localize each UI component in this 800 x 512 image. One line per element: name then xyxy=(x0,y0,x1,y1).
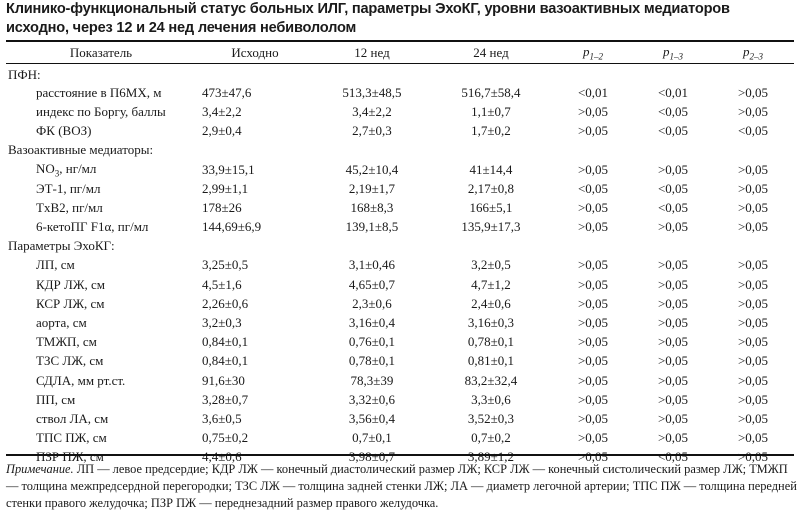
cell-p-1-2: <0,01 xyxy=(577,84,609,100)
cell-p-2-3: >0,05 xyxy=(737,199,769,215)
p-subscript: 2–3 xyxy=(749,51,763,62)
cell-p-2-3: >0,05 xyxy=(737,410,769,426)
row-indicator: ЭТ-1, пг/мл xyxy=(36,180,101,196)
cell-p-1-2: >0,05 xyxy=(577,295,609,311)
row-indicator: ПЗР ПЖ, см xyxy=(36,449,104,465)
row-indicator: ПП, см xyxy=(36,391,76,407)
indicator-name: NO xyxy=(36,160,55,176)
table-row xyxy=(6,198,794,217)
cell-baseline: 0,84±0,1 xyxy=(202,353,249,369)
cell-p-1-2: >0,05 xyxy=(577,430,609,446)
cell-baseline: 3,28±0,7 xyxy=(202,391,249,407)
cell-p-2-3: >0,05 xyxy=(737,334,769,350)
cell-baseline: 33,9±15,1 xyxy=(202,161,255,177)
row-indicator: TxB2, пг/мл xyxy=(36,199,103,215)
cell-p-1-2: >0,05 xyxy=(577,103,609,119)
section-row xyxy=(6,64,794,83)
bottom-rule xyxy=(6,454,794,456)
cell-baseline: 178±26 xyxy=(202,199,242,215)
table-title: Клинико-функциональный статус больных ИЛГ, параметры ЭхоКГ, уровни вазоактивных медиаторов исходно, через 12 и 24 нед лечения небивололом xyxy=(6,1,730,36)
cell-12-weeks: 78,3±39 xyxy=(350,372,394,388)
table-row xyxy=(6,352,794,371)
cell-24-weeks: 0,81±0,1 xyxy=(467,353,515,369)
cell-p-1-2: >0,05 xyxy=(577,219,609,235)
cell-p-1-3: >0,05 xyxy=(657,219,689,235)
table-body xyxy=(6,64,794,467)
cell-p-2-3: >0,05 xyxy=(737,372,769,388)
p-symbol: p xyxy=(583,44,590,60)
footnote xyxy=(6,461,798,512)
cell-p-1-3: <0,05 xyxy=(657,449,689,465)
cell-p-1-3: <0,05 xyxy=(657,123,689,139)
cell-24-weeks: 3,52±0,3 xyxy=(467,410,515,426)
cell-24-weeks: 3,89±1,2 xyxy=(467,449,515,465)
cell-p-1-2: >0,05 xyxy=(577,123,609,139)
header-12-weeks: 12 нед xyxy=(354,45,390,60)
cell-12-weeks: 3,56±0,4 xyxy=(348,410,396,426)
row-indicator: СДЛА, мм рт.ст. xyxy=(36,372,126,388)
cell-p-1-3: >0,05 xyxy=(657,353,689,369)
section-label: Вазоактивные медиаторы: xyxy=(8,142,154,158)
cell-12-weeks: 139,1±8,5 xyxy=(345,219,399,235)
header-p-1-3 xyxy=(634,42,712,64)
cell-baseline: 4,4±0,6 xyxy=(202,449,242,465)
table-row xyxy=(6,218,794,237)
cell-p-1-2: >0,05 xyxy=(577,391,609,407)
cell-12-weeks: 168±8,3 xyxy=(350,199,394,215)
cell-24-weeks: 135,9±17,3 xyxy=(461,219,521,235)
cell-24-weeks: 83,2±32,4 xyxy=(464,372,518,388)
cell-24-weeks: 0,7±0,2 xyxy=(471,430,511,446)
cell-24-weeks: 4,7±1,2 xyxy=(471,276,511,292)
cell-baseline: 3,4±2,2 xyxy=(202,103,242,119)
table-row xyxy=(6,313,794,332)
cell-p-2-3: >0,05 xyxy=(737,84,769,100)
cell-12-weeks: 513,3±48,5 xyxy=(342,84,402,100)
row-indicator: 6-кетоПГ F1α, пг/мл xyxy=(36,219,149,235)
cell-p-1-3: >0,05 xyxy=(657,257,689,273)
cell-baseline: 144,69±6,9 xyxy=(202,219,262,235)
cell-baseline: 2,99±1,1 xyxy=(202,180,249,196)
indicator-unit: , нг/мл xyxy=(59,160,97,176)
table-row xyxy=(6,275,794,294)
cell-p-1-3: >0,05 xyxy=(657,295,689,311)
p-subscript: 1–2 xyxy=(589,51,603,62)
cell-p-1-3: >0,05 xyxy=(657,391,689,407)
cell-p-1-2: >0,05 xyxy=(577,372,609,388)
row-indicator: ФК (ВОЗ) xyxy=(36,123,92,139)
table-row xyxy=(6,390,794,409)
cell-baseline: 3,25±0,5 xyxy=(202,257,249,273)
table-row xyxy=(6,160,794,179)
cell-24-weeks: 3,16±0,3 xyxy=(467,315,515,331)
cell-24-weeks: 3,2±0,5 xyxy=(471,257,511,273)
cell-p-1-3: >0,05 xyxy=(657,372,689,388)
cell-24-weeks: 2,17±0,8 xyxy=(467,180,515,196)
cell-24-weeks: 1,7±0,2 xyxy=(471,123,511,139)
header-24-weeks: 24 нед xyxy=(473,45,509,60)
p-symbol: p xyxy=(663,44,670,60)
cell-12-weeks: 3,16±0,4 xyxy=(348,315,396,331)
cell-baseline: 4,5±1,6 xyxy=(202,276,242,292)
cell-baseline: 0,84±0,1 xyxy=(202,334,249,350)
cell-24-weeks: 516,7±58,4 xyxy=(461,84,521,100)
p-symbol: p xyxy=(743,44,750,60)
cell-24-weeks: 166±5,1 xyxy=(469,199,513,215)
cell-p-2-3: >0,05 xyxy=(737,103,769,119)
cell-p-1-3: <0,05 xyxy=(657,199,689,215)
cell-p-1-3: <0,05 xyxy=(657,180,689,196)
table-row xyxy=(6,122,794,141)
cell-12-weeks: 4,65±0,7 xyxy=(348,276,396,292)
section-label: Параметры ЭхоКГ: xyxy=(8,238,115,254)
cell-p-1-3: >0,05 xyxy=(657,276,689,292)
p-subscript: 1–3 xyxy=(669,51,683,62)
section-label: ПФН: xyxy=(8,67,41,83)
cell-p-1-3: >0,05 xyxy=(657,430,689,446)
cell-p-1-2: >0,05 xyxy=(577,276,609,292)
cell-12-weeks: 3,1±0,46 xyxy=(348,257,396,273)
cell-baseline: 2,9±0,4 xyxy=(202,123,242,139)
cell-p-1-2: >0,05 xyxy=(577,334,609,350)
cell-p-1-2: >0,05 xyxy=(577,161,609,177)
header-row xyxy=(6,42,794,64)
row-indicator: индекс по Боргу, баллы xyxy=(36,103,166,119)
cell-p-2-3: >0,05 xyxy=(737,315,769,331)
indicator-subscript: 3 xyxy=(54,168,60,179)
section-row xyxy=(6,237,794,256)
footnote-label: Примечание. xyxy=(6,462,74,476)
header-p-1-2 xyxy=(552,42,634,64)
table-row xyxy=(6,371,794,390)
cell-p-1-3: >0,05 xyxy=(657,410,689,426)
row-indicator: ТМЖП, см xyxy=(36,334,97,350)
footnote-text: ЛП — левое предсердие; КДР ЛЖ — конечный диастолический размер ЛЖ; КСР ЛЖ — конечный систолический размер ЛЖ; ТМЖП — толщина межпредсердной перегородки; ТЗС ЛЖ — толщина задней стенки ЛЖ; ЛА — диаметр легочной артерии; ТПС ПЖ — толщина передней стенки правого желудочка; ПЗР ПЖ — переднезадний размер правого желудочка. xyxy=(6,462,797,510)
row-indicator: ЛП, см xyxy=(36,257,75,273)
cell-p-2-3: >0,05 xyxy=(737,276,769,292)
cell-p-2-3: >0,05 xyxy=(737,430,769,446)
cell-baseline: 0,75±0,2 xyxy=(202,430,249,446)
cell-12-weeks: 2,7±0,3 xyxy=(352,123,392,139)
cell-12-weeks: 3,4±2,2 xyxy=(352,103,392,119)
cell-24-weeks: 2,4±0,6 xyxy=(471,295,511,311)
cell-p-2-3: >0,05 xyxy=(737,353,769,369)
cell-12-weeks: 0,78±0,1 xyxy=(348,353,396,369)
cell-baseline: 2,26±0,6 xyxy=(202,295,249,311)
row-indicator: КСР ЛЖ, см xyxy=(36,295,105,311)
cell-12-weeks: 3,98±0,7 xyxy=(348,449,396,465)
row-indicator: ствол ЛА, см xyxy=(36,410,109,426)
table-row xyxy=(6,256,794,275)
cell-24-weeks: 0,78±0,1 xyxy=(467,334,515,350)
table-row xyxy=(6,179,794,198)
header-indicator: Показатель xyxy=(69,45,133,60)
cell-p-1-2: <0,05 xyxy=(577,180,609,196)
cell-12-weeks: 3,32±0,6 xyxy=(348,391,396,407)
cell-p-1-2: >0,05 xyxy=(577,353,609,369)
cell-p-1-3: <0,01 xyxy=(657,84,689,100)
cell-p-2-3: >0,05 xyxy=(737,180,769,196)
table-row xyxy=(6,294,794,313)
cell-baseline: 3,6±0,5 xyxy=(202,410,242,426)
cell-12-weeks: 0,76±0,1 xyxy=(348,334,396,350)
table-row xyxy=(6,429,794,448)
row-indicator: КДР ЛЖ, см xyxy=(36,276,105,292)
cell-12-weeks: 2,3±0,6 xyxy=(352,295,392,311)
cell-p-2-3: >0,05 xyxy=(737,219,769,235)
table-row xyxy=(6,333,794,352)
cell-p-1-2: >0,05 xyxy=(577,315,609,331)
table-row xyxy=(6,409,794,428)
table-row xyxy=(6,102,794,121)
cell-p-2-3: >0,05 xyxy=(737,391,769,407)
cell-p-1-3: >0,05 xyxy=(657,161,689,177)
cell-p-2-3: >0,05 xyxy=(737,161,769,177)
cell-p-2-3: >0,05 xyxy=(737,257,769,273)
header-p-2-3 xyxy=(712,42,794,64)
row-indicator: ТПС ПЖ, см xyxy=(36,430,107,446)
cell-p-1-2: >0,05 xyxy=(577,449,609,465)
row-indicator: ТЗС ЛЖ, см xyxy=(36,353,104,369)
header-baseline: Исходно xyxy=(231,45,279,60)
cell-p-1-2: >0,05 xyxy=(577,257,609,273)
table-row xyxy=(6,83,794,102)
cell-baseline: 3,2±0,3 xyxy=(202,315,242,331)
cell-baseline: 473±47,6 xyxy=(202,84,252,100)
row-indicator: расстояние в П6МХ, м xyxy=(36,84,162,100)
row-indicator: аорта, см xyxy=(36,315,87,331)
cell-p-2-3: >0,05 xyxy=(737,295,769,311)
cell-p-1-2: >0,05 xyxy=(577,199,609,215)
data-table xyxy=(6,42,794,467)
cell-24-weeks: 1,1±0,7 xyxy=(471,103,511,119)
cell-24-weeks: 3,3±0,6 xyxy=(471,391,511,407)
cell-p-2-3: >0,05 xyxy=(737,449,769,465)
cell-12-weeks: 0,7±0,1 xyxy=(352,430,392,446)
cell-p-1-3: >0,05 xyxy=(657,334,689,350)
row-indicator xyxy=(6,160,196,179)
cell-12-weeks: 45,2±10,4 xyxy=(345,161,399,177)
cell-p-1-3: <0,05 xyxy=(657,103,689,119)
cell-p-1-2: >0,05 xyxy=(577,410,609,426)
section-row xyxy=(6,141,794,160)
cell-24-weeks: 41±14,4 xyxy=(469,161,513,177)
cell-12-weeks: 2,19±1,7 xyxy=(348,180,396,196)
cell-p-1-3: >0,05 xyxy=(657,315,689,331)
cell-baseline: 91,6±30 xyxy=(202,372,245,388)
cell-p-2-3: <0,05 xyxy=(737,123,769,139)
